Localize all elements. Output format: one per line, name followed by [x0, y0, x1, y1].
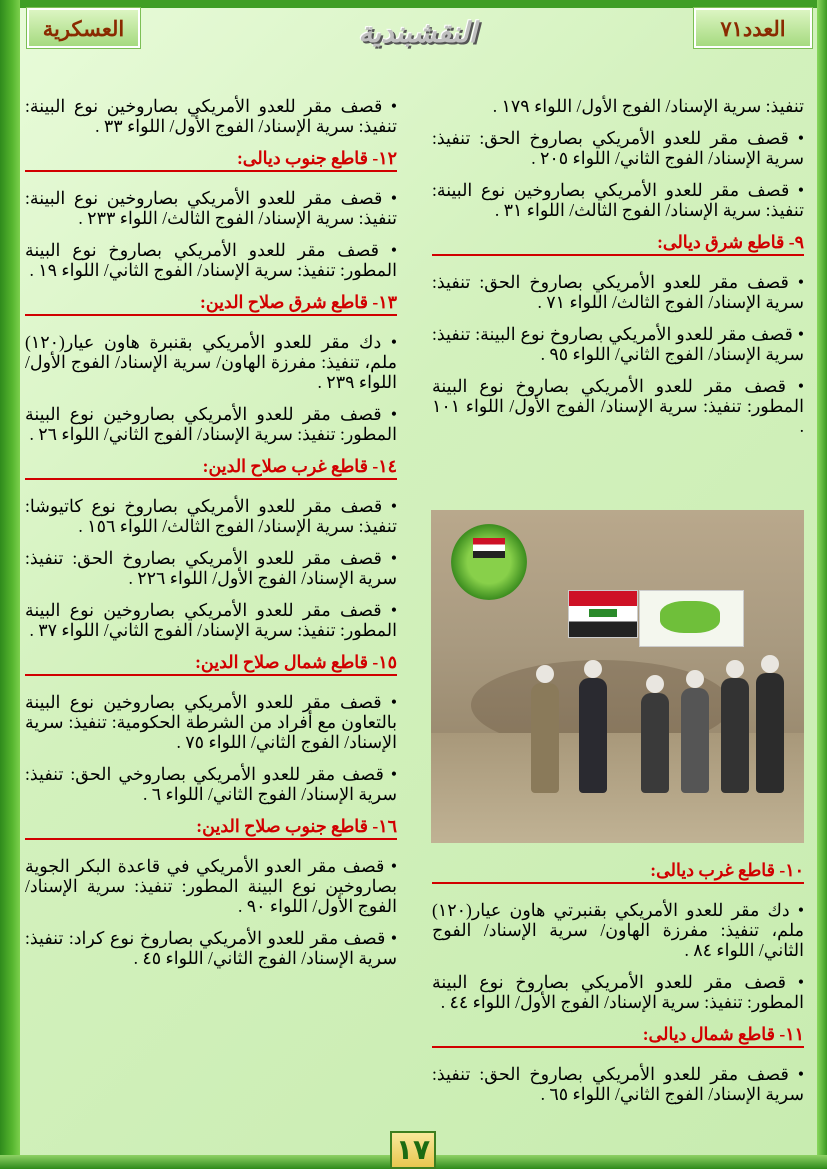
section-heading: ١٦- قاطع جنوب صلاح الدين: [25, 816, 397, 840]
list-item: • قصف مقر للعدو الأمريكي بصاروخين نوع البينة المطور: تنفيذ: سرية الإسناد/ الفوج الثاني/ اللواء ٣٧ . [25, 600, 397, 640]
page-number: ١٧ [390, 1131, 436, 1169]
person-figure [756, 673, 784, 793]
person-figure [681, 688, 709, 793]
list-item: • قصف مقر للعدو الأمريكي بصاروخ الحق: تنفيذ: سرية الإسناد/ الفوج الثاني/ اللواء ٦٥ . [432, 1064, 804, 1104]
person-figure [721, 678, 749, 793]
person-figure [531, 683, 559, 793]
list-item: • قصف مقر للعدو الأمريكي بصاروخ الحق: تنفيذ: سرية الإسناد/ الفوج الثاني/ اللواء ٢٠٥ . [432, 128, 804, 168]
list-item: • دك مقر للعدو الأمريكي بقنبرتي هاون عيار(١٢٠) ملم، تنفيذ: مفرزة الهاون/ سرية الإسناد/ الفوج الثاني/ اللواء ٨٤ . [432, 900, 804, 960]
list-item: • قصف مقر للعدو الأمريكي بصاروخين نوع البينة: تنفيذ: سرية الإسناد/ الفوج الثالث/ اللواء ٢٣٣ . [25, 188, 397, 228]
group-photo [431, 510, 804, 843]
list-item: • قصف مقر للعدو الأمريكي بصاروخين نوع البينة: تنفيذ: سرية الإسناد/ الفوج الأول/ اللواء ٣٣ . [25, 96, 397, 136]
masthead-title: النقشبندية [358, 16, 477, 49]
list-item: • قصف مقر للعدو الأمريكي بصاروخ الحق: تنفيذ: سرية الإسناد/ الفوج الأول/ اللواء ٢٢٦ . [25, 548, 397, 588]
section-label-text: العسكرية [42, 15, 125, 41]
right-column-lower [432, 856, 804, 1116]
right-column [432, 96, 804, 448]
left-column [25, 96, 397, 980]
section-heading: ١٢- قاطع جنوب ديالى: [25, 148, 397, 172]
issue-number-text: العدد٧١ [720, 15, 786, 41]
section-heading: ١٠- قاطع غرب ديالى: [432, 860, 804, 884]
list-item: • دك مقر للعدو الأمريكي بقنبرة هاون عيار(١٢٠) ملم، تنفيذ: مفرزة الهاون/ سرية الإسناد/ الفوج الأول/ اللواء ٢٣٩ . [25, 332, 397, 392]
issue-number [694, 8, 812, 48]
section-heading: ١٥- قاطع شمال صلاح الدين: [25, 652, 397, 676]
list-item: • قصف مقر للعدو الأمريكي بصاروخ نوع البينة المطور: تنفيذ: سرية الإسناد/ الفوج الأول/ اللواء ٤٤ . [432, 972, 804, 1012]
emblem-logo [451, 524, 527, 600]
person-figure [579, 678, 607, 793]
banner-flag [639, 590, 744, 647]
iraq-flag [568, 590, 638, 638]
section-heading: ١٣- قاطع شرق صلاح الدين: [25, 292, 397, 316]
section-label [27, 8, 140, 48]
list-item: • قصف مقر للعدو الأمريكي بصاروخين نوع البينة المطور: تنفيذ: سرية الإسناد/ الفوج الثاني/ اللواء ٢٦ . [25, 404, 397, 444]
list-item: • قصف مقر العدو الأمريكي في قاعدة البكر الجوية بصاروخين نوع البينة المطور: تنفيذ: سرية الإسناد/ الفوج الأول/ اللواء ٩٠ . [25, 856, 397, 916]
section-heading: ٩- قاطع شرق ديالى: [432, 232, 804, 256]
section-heading: ١١- قاطع شمال ديالى: [432, 1024, 804, 1048]
list-item: • قصف مقر للعدو الأمريكي بصاروخ نوع البينة المطور: تنفيذ: سرية الإسناد/ الفوج الأول/ اللواء ١٠١ . [432, 376, 804, 436]
list-item: • قصف مقر للعدو الأمريكي بصاروخ نوع كراد: تنفيذ: سرية الإسناد/ الفوج الثاني/ اللواء ٤٥ . [25, 928, 397, 968]
list-item: تنفيذ: سرية الإسناد/ الفوج الأول/ اللواء ١٧٩ . [492, 96, 804, 116]
left-border [0, 0, 20, 1169]
list-item: • قصف مقر للعدو الأمريكي بصاروخين نوع البينة بالتعاون مع أفراد من الشرطة الحكومية: تنفيذ: سرية الإسناد/ الفوج الثاني/ اللواء ٧٥ . [25, 692, 397, 752]
list-item: • قصف مقر للعدو الأمريكي بصاروخ الحق: تنفيذ: سرية الإسناد/ الفوج الثالث/ اللواء ٧١ . [432, 272, 804, 312]
person-figure [641, 693, 669, 793]
list-item: • قصف مقر للعدو الأمريكي بصاروخي الحق: تنفيذ: سرية الإسناد/ الفوج الثاني/ اللواء ٦ . [25, 764, 397, 804]
list-item: • قصف مقر للعدو الأمريكي بصاروخ نوع البينة المطور: تنفيذ: سرية الإسناد/ الفوج الثاني/ اللواء ١٩ . [25, 240, 397, 280]
list-item: • قصف مقر للعدو الأمريكي بصاروخ نوع البينة: تنفيذ: سرية الإسناد/ الفوج الثاني/ اللواء ٩٥ . [432, 324, 804, 364]
list-item: • قصف مقر للعدو الأمريكي بصاروخين نوع البينة: تنفيذ: سرية الإسناد/ الفوج الثالث/ اللواء ٣١ . [432, 180, 804, 220]
right-border [817, 0, 827, 1169]
section-heading: ١٤- قاطع غرب صلاح الدين: [25, 456, 397, 480]
list-item: • قصف مقر للعدو الأمريكي بصاروخ نوع كاتيوشا: تنفيذ: سرية الإسناد/ الفوج الثالث/ اللواء ١٥٦ . [25, 496, 397, 536]
